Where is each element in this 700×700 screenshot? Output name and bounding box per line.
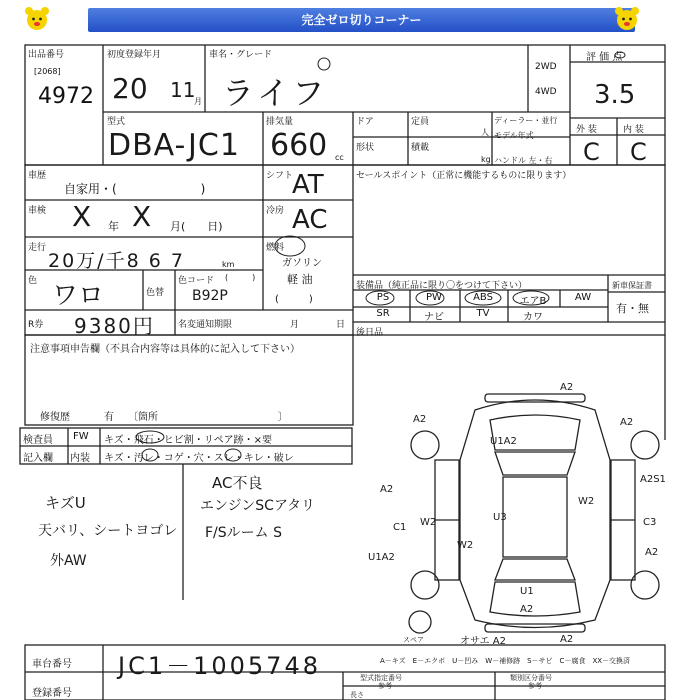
dealer-label: ディーラー・並行 [494,116,558,125]
mark-trunk-a2: A2 [520,604,534,615]
model-year-label: モデル年式 [494,131,534,140]
mark-rear-bumper-press: オサエ A2 [460,636,506,647]
mark-spare: スペア [403,636,424,644]
mark-right-rear-door: C3 [643,517,657,528]
handle-label: ハンドル 左・右 [494,156,553,165]
warranty-value: 有・無 [616,302,649,315]
car-name-label: 車名・グレード [209,50,273,60]
shift-label: シフト [266,171,294,181]
interior-items: キズ・汚レ・コゲ・穴・スレ・キレ・破レ [104,453,294,464]
color-change-label: 色替 [146,288,165,298]
remark-left-1: キズU [45,494,86,512]
color-code-label: 色コード [178,276,215,286]
mark-right-front-door: A2S1 [640,474,666,485]
remark-right-3: F/Sルーム S [205,525,282,541]
reg-year: 20 [112,72,148,105]
fw-items: キズ・飛石・ヒビ割・リペア跡・×要 [104,435,272,446]
repair-history-label: 修復歴 [40,412,70,423]
banner-title: 完全ゼロ切りコーナー [88,8,635,32]
type-designation-label: 型式指定番号 [360,674,402,682]
inspection-month: X [132,200,152,233]
interior-grade: C [630,138,647,166]
km-unit: km [222,260,235,269]
rating-value: 3.5 [594,80,636,110]
door-label: ドア [356,117,374,127]
category-reference: 参考 [528,682,542,690]
chassis-label: 車台番号 [32,659,72,670]
category-number-label: 類別区分番号 [510,674,552,682]
reg-month: 11 [170,78,196,102]
equip-aw: AW [574,292,592,303]
displacement-label: 排気量 [266,117,294,127]
remark-left-3: 外AW [50,553,87,569]
color-code-value: B92P [192,288,228,304]
load-label: 積載 [411,143,430,153]
ac-label: 冷房 [266,206,285,216]
first-reg-label: 初度登録年月 [107,50,162,60]
lot-number: 4972 [38,84,94,109]
equip-tv: TV [476,308,490,319]
mark-rear-corner: A2 [560,634,574,645]
lot-label: 出品番号 [28,50,65,60]
color-label: 色 [28,276,38,286]
r-ticket-value: 9380円 [74,314,155,338]
fw-label: FW [73,431,89,442]
new-warranty-label: 新車保証書 [612,281,652,290]
mark-rear-bumper: A2 [560,382,574,393]
mark-rear-right-fender: A2 [645,547,659,558]
length-label: 長さ [350,691,364,699]
fuel-paren: ( ) [275,294,313,305]
mark-rear-left-fender: U1A2 [368,552,395,563]
equip-abs: ABS [473,292,493,303]
remark-right-2: エンジンSCアタリ [200,498,315,514]
mileage-label: 走行 [28,243,47,253]
displacement-value: 660 [270,128,328,163]
tax-month-unit: 月 [290,320,300,330]
interior-check-label: 内装 [70,453,90,464]
car-name: ライフ [222,74,329,112]
rating-label: 評 価 点 [586,52,623,63]
equipment-label: 装備品（純正品に限り〇をつけて下さい） [356,281,528,291]
fuel-gasoline: ガソリン [282,258,322,269]
interior-label: 内 装 [623,125,644,135]
fuel-diesel: 軽 油 [287,273,313,286]
equip-leather: カワ [523,312,543,323]
chassis-number: JC1－1005748 [118,652,321,680]
remark-left-2: 天バリ、シートヨゴレ [38,523,178,539]
inspector-label: 検査員 [23,435,53,446]
tax-deadline-label: 名変通知期限 [178,320,233,330]
mark-right-roof: W2 [578,496,595,507]
car-damage-diagram [368,380,675,650]
repair-place: 〔箇所 〕 [128,412,288,423]
mark-front-right-fender: A2 [620,417,634,428]
model-label: 型式 [107,117,126,127]
lot-code: [2068] [34,67,61,76]
type-reference: 参考 [378,682,392,690]
shape-label: 形状 [356,143,375,153]
ac-value: AC [292,205,328,235]
color-code-paren: ( ) [225,273,256,282]
sales-point-label: セールスポイント（正常に機能するものに限ります） [356,171,572,181]
4wd-label: 4WD [535,87,557,97]
mark-trunk-u1: U1 [520,586,534,597]
damage-legend: A－キズ E－エクボ U－凹み W－補修跡 S－サビ C－腐食 XX－交換済 [380,657,631,665]
equip-navi: ナビ [424,312,444,323]
kg-unit: kg [481,155,491,164]
month-unit: 月 [194,97,202,106]
2wd-label: 2WD [535,62,557,72]
mark-center-w2: W2 [457,540,474,551]
inspection-year-unit: 年 [108,220,119,233]
capacity-label: 定員 [411,117,430,127]
mark-left-rear-door: C1 [393,522,407,533]
equip-sr: SR [376,308,390,319]
tax-day-unit: 日 [336,320,346,330]
mark-front-left-fender: A2 [413,414,427,425]
equip-pw: PW [426,292,442,303]
entry-label: 記入欄 [23,453,53,464]
mileage-value: 20万/千8 6 7 [48,250,185,272]
notes-title: 注意事項申告欄（不具合内容等は具体的に記入して下さい） [30,344,300,355]
mark-hood: U1A2 [490,436,517,447]
equip-ps: PS [376,292,390,303]
exterior-label: 外 装 [576,125,597,135]
inspection-year: X [72,200,92,233]
shift-value: AT [292,170,324,200]
mark-roof: U3 [493,512,507,523]
history-value: 自家用・( ) [64,182,206,196]
repair-history-value: 有 [104,412,114,423]
mark-left-front-door: A2 [380,484,394,495]
inspection-month-unit: 月( 日) [170,220,223,233]
history-label: 車歴 [28,171,47,181]
registration-label: 登録番号 [32,688,72,699]
remark-right-1: AC不良 [212,474,263,492]
retrofit-label: 後日品 [356,328,384,338]
person-unit: 人 [481,128,489,137]
fuel-label: 燃料 [266,243,285,253]
color-value: ワロ [52,281,105,311]
inspection-label: 車検 [28,206,47,216]
model-value: DBA-JC1 [108,128,240,163]
cc-unit: cc [335,153,344,162]
exterior-grade: C [583,138,600,166]
equip-airbag: エアB [519,296,547,307]
mark-left-door-w2: W2 [420,517,437,528]
r-ticket-label: R券 [28,320,44,330]
